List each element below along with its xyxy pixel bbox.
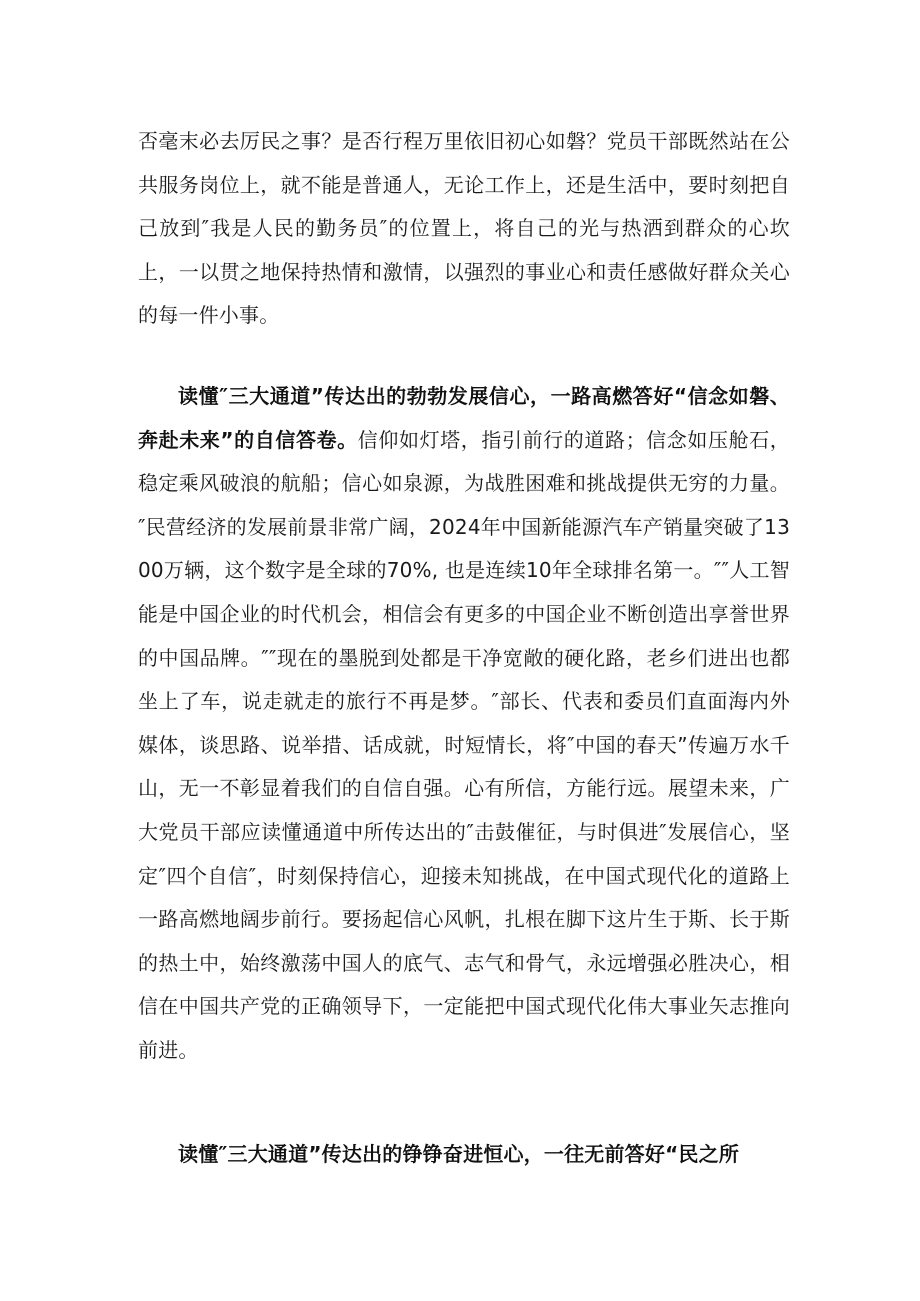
paragraph-2-heading: 读懂″三大通道”传达出的勃勃发展信心，一路高燃答好“信念如磐、奔赴未来”的自信答卷。 bbox=[138, 384, 790, 452]
paragraph-3 bbox=[138, 1133, 790, 1177]
paragraph-2-body: 信仰如灯塔，指引前行的道路；信念如压舱石，稳定乘风破浪的航船；信心如泉源，为战胜困难和挑战提供无穷的力量。″民营经济的发展前景非常广阔，2024年中国新能源汽车产销量突破了1300万辆，这个数字是全球的70%, 也是连续10年全球排名第一。″″人工智能是中国企业的时代机会，相信会有更多的中国企业不断创造出享誉世界的中国品牌。″″现在的墨脱到处都是干净宽敞的硬化路，老乡们进出也都坐上了车，说走就走的旅行不再是梦。″部长、代表和委员们直面海内外媒体，谈思路、说举措、话成就，时短情长，将″中国的春天”传遍万水千山，无一不彰显着我们的自信自强。心有所信，方能行远。展望未来，广大党员干部应读懂通道中所传达出的″击鼓催征，与时俱进″发展信心，坚定″四个自信″，时刻保持信心，迎接未知挑战，在中国式现代化的道路上一路高燃地阔步前行。要扬起信心风帆，扎根在脚下这片生于斯、长于斯的热土中，始终激荡中国人的底气、志气和骨气，永远增强必胜决心，相信在中国共产党的正确领导下，一定能把中国式现代化伟大事业矢志推向前进。 bbox=[138, 427, 790, 1062]
paragraph-1-body: 否毫末必去厉民之事？是否行程万里依旧初心如磐？党员干部既然站在公共服务岗位上，就不能是普通人，无论工作上，还是生活中，要时刻把自己放到″我是人民的勤务员″的位置上，将自己的光与热洒到群众的心坎上，一以贯之地保持热情和激情，以强烈的事业心和责任感做好群众关心的每一件小事。 bbox=[138, 129, 790, 328]
paragraph-2 bbox=[138, 375, 790, 1073]
paragraph-3-heading: 读懂″三大通道”传达出的铮铮奋进恒心，一往无前答好“民之所 bbox=[178, 1142, 740, 1166]
paragraph-1 bbox=[138, 120, 790, 338]
